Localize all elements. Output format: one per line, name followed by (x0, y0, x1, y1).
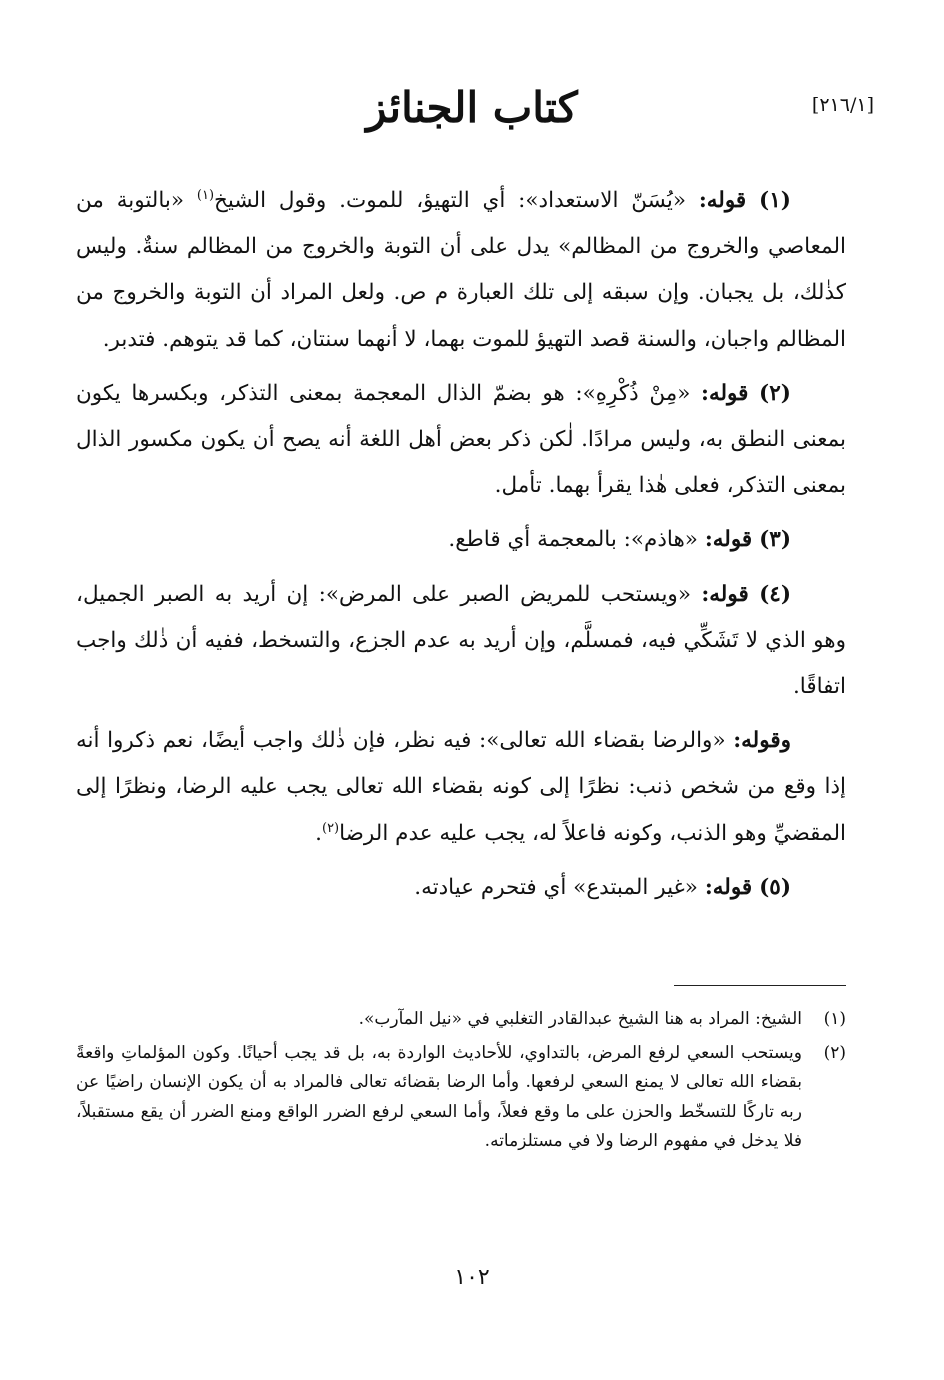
keyword: قوله: (698, 188, 747, 213)
chapter-title: كتاب الجنائز (366, 83, 578, 132)
keyword: وقوله: (733, 728, 791, 754)
keyword: قوله: (704, 874, 753, 900)
paragraph-number: (٥) (759, 874, 791, 900)
paragraph-5 (76, 718, 846, 857)
keyword: قوله: (701, 581, 749, 607)
footnotes (76, 1005, 846, 1161)
footnote-separator (674, 985, 846, 986)
paragraph-number: (٣) (759, 527, 791, 553)
paragraph-text: «هاذم»: بالمعجمة أي قاطع. (448, 527, 698, 553)
paragraph-text: «غير المبتدع» أي فتحرم عيادته. (414, 874, 698, 900)
main-text (76, 178, 846, 919)
footnote-text: الشيخ: المراد به هنا الشيخ عبدالقادر التغلبي في «نيل المآرب». (358, 1009, 802, 1029)
paragraph-text: . (315, 820, 322, 846)
page-reference: [٢١٦/١] (811, 94, 874, 116)
paragraph-2 (76, 371, 846, 510)
keyword: قوله: (704, 527, 753, 553)
footnote-1 (76, 1005, 846, 1035)
paragraph-6 (76, 865, 846, 911)
paragraph-4 (76, 572, 846, 711)
keyword: قوله: (701, 380, 749, 406)
paragraph-number: (٤) (759, 581, 792, 607)
footnote-2 (76, 1039, 846, 1157)
paragraph-text: «بالتوبة من المعاصي والخروج من المظالم» يدل على أن التوبة والخروج من المظالم سنةٌ. وليس كذٰلك، بل يجبان. وإن سبقه إلى تلك العبارة م ص. ولعل المراد أن التوبة والخروج من المظالم واجبان، والسنة قصد التهيؤ للموت بهما، لا أنهما سنتان، كما قد يتوهم. فتدبر. (76, 188, 846, 352)
footnote-ref: (٢) (321, 820, 340, 836)
paragraph-3 (76, 517, 846, 563)
footnote-number: (١) (823, 1009, 846, 1029)
paragraph-number: (٢) (759, 380, 791, 406)
paragraph-number: (١) (759, 188, 791, 213)
page-header (70, 78, 874, 148)
paragraph-text: «والرضا بقضاء الله تعالى»: فيه نظر، فإن ذٰلك واجب أيضًا، نعم ذكروا أنه إذا وقع من شخص ذنب: نظرًا إلى كونه بقضاء الله تعالى يجب عليه الرضا، ونظرًا إلى المقضيِّ وهو الذنب، وكونه فاعلاً له، يجب عليه عدم الرضا (76, 728, 846, 846)
page-number: ١٠٢ (454, 1265, 490, 1290)
paragraph-text: «يُسَنّ الاستعداد»: أي التهيؤ، للموت. وقول الشيخ (214, 188, 686, 213)
footnote-number: (٢) (823, 1042, 846, 1063)
footnote-text: ويستحب السعي لرفع المرض، بالتداوي، للأحاديث الواردة به، بل قد يجب أحيانًا. وكون المؤلماتِ واقعةً بقضاء الله تعالى لا يمنع السعي لرفعها. وأما الرضا بقضائه تعالى فالمراد به أن يكون الإنسان راضيًا عن ربه تاركًا للتسخّط والحزن على ما وقع فعلاً، وأما السعي لرفع الضرر الواقع ومنع الضرر أن يقع مستقبلاً، فلا يدخل في مفهوم الرضا ولا في مستلزماته. (76, 1042, 802, 1151)
paragraph-1 (76, 178, 846, 363)
paragraph-text: «مِنْ ذُكْرِهِ»: هو بضمّ الذال المعجمة بمعنى التذكر، وبكسرها يكون بمعنى النطق به، وليس مرادًا. لٰكن ذكر بعض أهل اللغة أنه يصح أن يكون مكسور الذال بمعنى التذكر، فعلى هٰذا يقرأ بهما. تأمل. (76, 380, 846, 499)
paragraph-text: «ويستحب للمريض الصبر على المرض»: إن أريد به الصبر الجميل، وهو الذي لا تَشَكِّي فيه، فمسلَّم، وإن أريد به عدم الجزع، والتسخط، ففيه أن ذٰلك واجب اتفاقًا. (76, 581, 846, 700)
footnote-ref: (١) (196, 187, 215, 203)
